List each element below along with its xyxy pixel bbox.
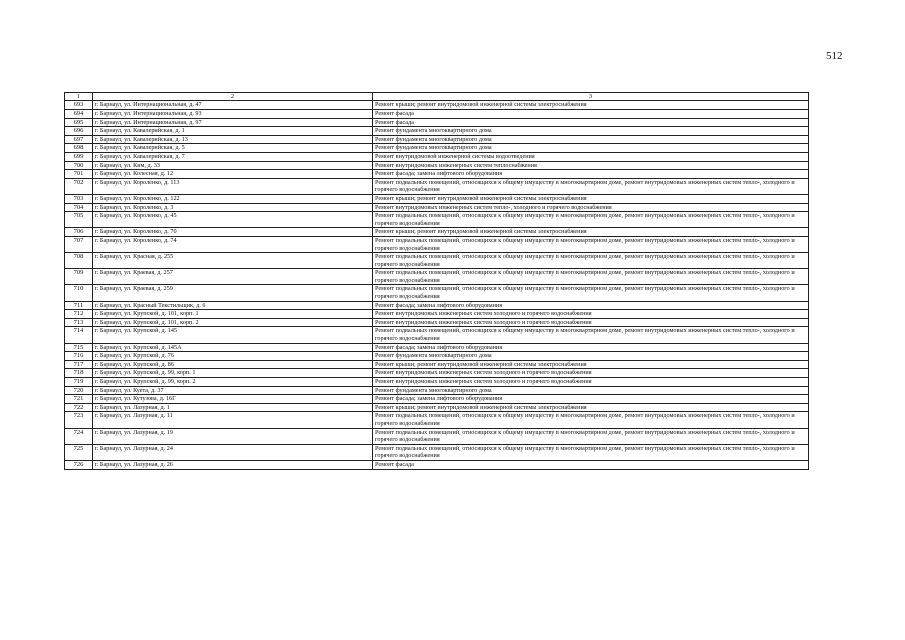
row-number-cell: 709: [65, 269, 93, 285]
address-cell: г. Барнаул, ул. Короленко, д. 122: [93, 194, 373, 203]
table-row: [65, 444, 809, 460]
address-cell: г. Барнаул, ул. Крупской, д. 86: [93, 360, 373, 369]
row-number-cell: 697: [65, 135, 93, 144]
table-row: [65, 352, 809, 361]
address-cell: г. Барнаул, ул. Красный Текстильщик, д. 6: [93, 301, 373, 310]
row-number-cell: 721: [65, 395, 93, 404]
row-number-cell: 713: [65, 318, 93, 327]
page-number: 512: [826, 50, 843, 62]
works-cell: Ремонт подвальных помещений, относящихся к общему имуществу в многоквартирном доме, ремонт внутридомовых инженерных систем тепло-, холодного и горячего водоснабжения: [373, 444, 809, 460]
table-row: [65, 386, 809, 395]
table-row: [65, 285, 809, 301]
row-number-cell: 701: [65, 170, 93, 179]
address-cell: г. Барнаул, ул. Короленко, д. 74: [93, 236, 373, 252]
works-cell: Ремонт подвальных помещений, относящихся к общему имуществу в многоквартирном доме, ремонт внутридомовых инженерных систем тепло-, холодного и горячего водоснабжения: [373, 269, 809, 285]
address-cell: г. Барнаул, ул. Лазурная, д. 11: [93, 412, 373, 428]
table-row: [65, 378, 809, 387]
address-cell: г. Барнаул, ул. Крупской, д. 99, корп. 2: [93, 378, 373, 387]
address-cell: г. Барнаул, ул. Краевая, д. 259: [93, 285, 373, 301]
table-row: [65, 428, 809, 444]
address-cell: г. Барнаул, ул. Крупской, д. 145А: [93, 343, 373, 352]
table-row: [65, 152, 809, 161]
row-number-cell: 695: [65, 118, 93, 127]
address-cell: г. Барнаул, ул. Короленко, д. 70: [93, 228, 373, 237]
address-cell: г. Барнаул, ул. Крупской, д. 145: [93, 327, 373, 343]
works-cell: Ремонт фасада: [373, 460, 809, 469]
address-cell: г. Барнаул, ул. Колесная, д. 12: [93, 170, 373, 179]
works-cell: Ремонт фасада; замена лифтового оборудования: [373, 301, 809, 310]
row-number-cell: 715: [65, 343, 93, 352]
column-header-works: 3: [373, 93, 809, 101]
address-cell: г. Барнаул, ул. Интернациональная, д. 47: [93, 101, 373, 110]
table-row: [65, 203, 809, 212]
row-number-cell: 722: [65, 403, 93, 412]
works-cell: Ремонт фасада: [373, 118, 809, 127]
address-cell: г. Барнаул, ул. Интернациональная, д. 97: [93, 118, 373, 127]
address-cell: г. Барнаул, ул. Лазурная, д. 26: [93, 460, 373, 469]
table-row: [65, 170, 809, 179]
address-cell: г. Барнаул, ул. Интернациональная, д. 93: [93, 110, 373, 119]
address-cell: г. Барнаул, ул. Краевая, д. 257: [93, 269, 373, 285]
works-cell: Ремонт фундамента многоквартирного дома: [373, 135, 809, 144]
row-number-cell: 711: [65, 301, 93, 310]
table-row: [65, 144, 809, 153]
row-number-cell: 717: [65, 360, 93, 369]
address-cell: г. Барнаул, ул. Кавалерийская, д. 7: [93, 152, 373, 161]
repair-schedule-table: [64, 92, 809, 470]
row-number-cell: 723: [65, 412, 93, 428]
works-cell: Ремонт крыши; ремонт внутридомовой инженерной системы электроснабжения: [373, 403, 809, 412]
table-row: [65, 212, 809, 228]
works-cell: Ремонт крыши; ремонт внутридомовой инженерной системы электроснабжения: [373, 360, 809, 369]
address-cell: г. Барнаул, ул. Крупской, д. 101, корп. 2: [93, 318, 373, 327]
works-cell: Ремонт крыши; ремонт внутридомовой инженерной системы электроснабжения: [373, 228, 809, 237]
works-cell: Ремонт внутридомовых инженерных систем холодного и горячего водоснабжения: [373, 369, 809, 378]
works-cell: Ремонт внутридомовых инженерных систем холодного и горячего водоснабжения: [373, 378, 809, 387]
table-row: [65, 412, 809, 428]
table-header-row: [65, 93, 809, 101]
table-row: [65, 135, 809, 144]
table-row: [65, 253, 809, 269]
row-number-cell: 694: [65, 110, 93, 119]
row-number-cell: 708: [65, 253, 93, 269]
address-cell: г. Барнаул, ул. Кавалерийская, д. 1: [93, 127, 373, 136]
row-number-cell: 693: [65, 101, 93, 110]
works-cell: Ремонт подвальных помещений, относящихся к общему имуществу в многоквартирном доме, ремонт внутридомовых инженерных систем тепло-, холодного и горячего водоснабжения: [373, 285, 809, 301]
address-cell: г. Барнаул, ул. Короленко, д. 3: [93, 203, 373, 212]
address-cell: г. Барнаул, ул. Кавалерийская, д. 13: [93, 135, 373, 144]
table-row: [65, 460, 809, 469]
table-row: [65, 110, 809, 119]
works-cell: Ремонт подвальных помещений, относящихся к общему имуществу в многоквартирном доме, ремонт внутридомовых инженерных систем тепло-, холодного и горячего водоснабжения: [373, 178, 809, 194]
row-number-cell: 706: [65, 228, 93, 237]
table-row: [65, 360, 809, 369]
row-number-cell: 724: [65, 428, 93, 444]
row-number-cell: 726: [65, 460, 93, 469]
works-cell: Ремонт фундамента многоквартирного дома: [373, 127, 809, 136]
works-cell: Ремонт фасада; замена лифтового оборудования: [373, 343, 809, 352]
address-cell: г. Барнаул, ул. Короленко, д. 45: [93, 212, 373, 228]
row-number-cell: 720: [65, 386, 93, 395]
table-row: [65, 310, 809, 319]
works-cell: Ремонт внутридомовых инженерных систем теплоснабжения: [373, 161, 809, 170]
row-number-cell: 718: [65, 369, 93, 378]
table-row: [65, 118, 809, 127]
address-cell: г. Барнаул, ул. Лазурная, д. 19: [93, 428, 373, 444]
table-row: [65, 101, 809, 110]
works-cell: Ремонт фундамента многоквартирного дома: [373, 352, 809, 361]
table-row: [65, 194, 809, 203]
table-row: [65, 269, 809, 285]
works-cell: Ремонт подвальных помещений, относящихся к общему имуществу в многоквартирном доме, ремонт внутридомовых инженерных систем тепло-, холодного и горячего водоснабжения: [373, 253, 809, 269]
table-row: [65, 369, 809, 378]
table-row: [65, 178, 809, 194]
table-row: [65, 161, 809, 170]
address-cell: г. Барнаул, ул. Лазурная, д. 24: [93, 444, 373, 460]
address-cell: г. Барнаул, ул. Короленко, д. 113: [93, 178, 373, 194]
address-cell: г. Барнаул, ул. Крупской, д. 101, корп. 1: [93, 310, 373, 319]
address-cell: г. Барнаул, ул. Крупской, д. 76: [93, 352, 373, 361]
column-header-address: 2: [93, 93, 373, 101]
works-cell: Ремонт крыши; ремонт внутридомовой инженерной системы электроснабжения: [373, 101, 809, 110]
row-number-cell: 710: [65, 285, 93, 301]
row-number-cell: 714: [65, 327, 93, 343]
address-cell: г. Барнаул, ул. Ким, д. 33: [93, 161, 373, 170]
works-cell: Ремонт фундамента многоквартирного дома: [373, 386, 809, 395]
works-cell: Ремонт крыши; ремонт внутридомовой инженерной системы электроснабжения: [373, 194, 809, 203]
table-row: [65, 228, 809, 237]
table-row: [65, 327, 809, 343]
address-cell: г. Барнаул, ул. Красная, д. 255: [93, 253, 373, 269]
table-row: [65, 301, 809, 310]
table-row: [65, 395, 809, 404]
row-number-cell: 719: [65, 378, 93, 387]
works-cell: Ремонт подвальных помещений, относящихся к общему имуществу в многоквартирном доме, ремонт внутридомовых инженерных систем тепло-, холодного и горячего водоснабжения: [373, 412, 809, 428]
works-cell: Ремонт подвальных помещений, относящихся к общему имуществу в многоквартирном доме, ремонт внутридомовых инженерных систем тепло-, холодного и горячего водоснабжения: [373, 236, 809, 252]
works-cell: Ремонт внутридомовых инженерных систем тепло-, холодного и горячего водоснабжения: [373, 203, 809, 212]
row-number-cell: 704: [65, 203, 93, 212]
address-cell: г. Барнаул, ул. Кутузова, д. 16Г: [93, 395, 373, 404]
works-cell: Ремонт внутридомовой инженерной системы водоотведения: [373, 152, 809, 161]
table-row: [65, 403, 809, 412]
works-cell: Ремонт подвальных помещений, относящихся к общему имуществу в многоквартирном доме, ремонт внутридомовых инженерных систем тепло-, холодного и горячего водоснабжения: [373, 212, 809, 228]
works-cell: Ремонт подвальных помещений, относящихся к общему имуществу в многоквартирном доме, ремонт внутридомовых инженерных систем тепло-, холодного и горячего водоснабжения: [373, 327, 809, 343]
works-cell: Ремонт внутридомовых инженерных систем холодного и горячего водоснабжения: [373, 310, 809, 319]
row-number-cell: 700: [65, 161, 93, 170]
row-number-cell: 698: [65, 144, 93, 153]
table-row: [65, 318, 809, 327]
row-number-cell: 716: [65, 352, 93, 361]
row-number-cell: 707: [65, 236, 93, 252]
works-cell: Ремонт фундамента многоквартирного дома: [373, 144, 809, 153]
works-cell: Ремонт подвальных помещений, относящихся к общему имуществу в многоквартирном доме, ремонт внутридомовых инженерных систем тепло-, холодного и горячего водоснабжения: [373, 428, 809, 444]
works-cell: Ремонт фасада: [373, 110, 809, 119]
row-number-cell: 705: [65, 212, 93, 228]
table-row: [65, 236, 809, 252]
table-row: [65, 343, 809, 352]
table-row: [65, 127, 809, 136]
row-number-cell: 712: [65, 310, 93, 319]
works-cell: Ремонт внутридомовых инженерных систем холодного и горячего водоснабжения: [373, 318, 809, 327]
row-number-cell: 725: [65, 444, 93, 460]
row-number-cell: 699: [65, 152, 93, 161]
works-cell: Ремонт фасада; замена лифтового оборудования: [373, 395, 809, 404]
row-number-cell: 703: [65, 194, 93, 203]
address-cell: г. Барнаул, ул. Крупской, д. 99, корп. 1: [93, 369, 373, 378]
row-number-cell: 702: [65, 178, 93, 194]
address-cell: г. Барнаул, ул. Куета, д. 37: [93, 386, 373, 395]
address-cell: г. Барнаул, ул. Лазурная, д. 1: [93, 403, 373, 412]
works-cell: Ремонт фасада; замена лифтового оборудования: [373, 170, 809, 179]
address-cell: г. Барнаул, ул. Кавалерийская, д. 5: [93, 144, 373, 153]
row-number-cell: 696: [65, 127, 93, 136]
table-body: [65, 93, 809, 470]
column-header-number: 1: [65, 93, 93, 101]
